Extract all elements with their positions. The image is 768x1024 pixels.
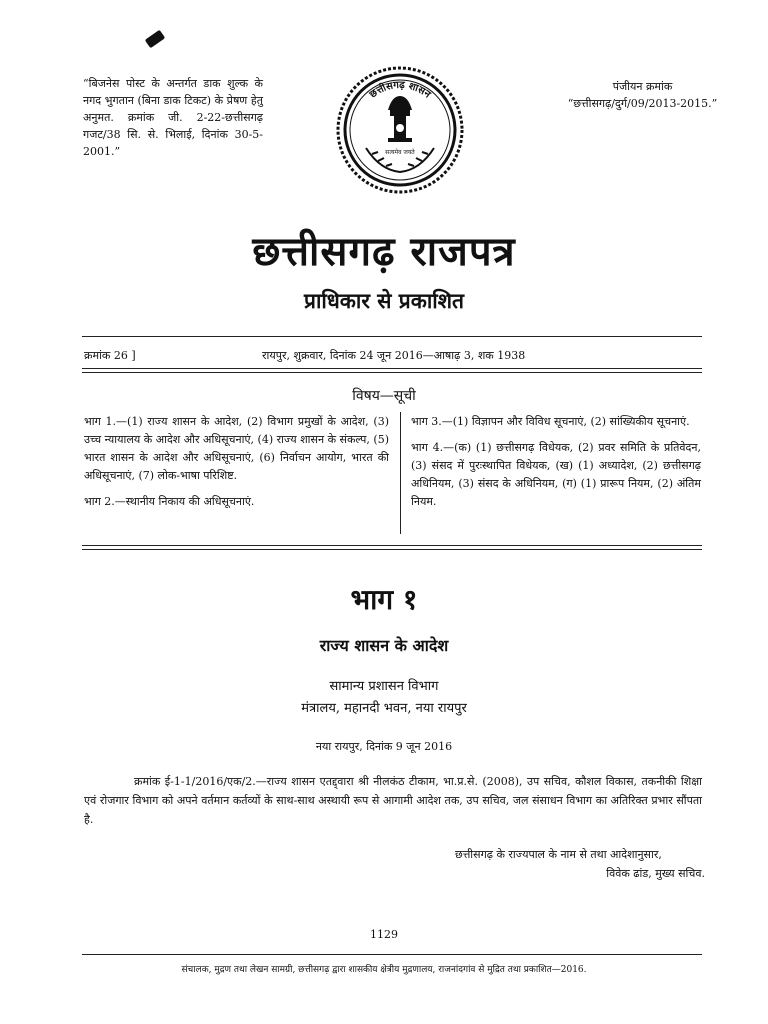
state-emblem-seal (330, 66, 470, 194)
contents-bottom-rule (82, 545, 702, 550)
order-place-date: नया रायपुर, दिनांक 9 जून 2016 (315, 740, 453, 753)
registration-label: पंजीयन क्रमांक (612, 80, 673, 93)
contents-title: विषय—सूची (352, 388, 416, 404)
gazette-subtitle: प्राधिकार से प्रकाशित (304, 288, 464, 313)
seal-motto: सत्यमेव जयते (385, 149, 415, 156)
ministry-address: मंत्रालय, महानदी भवन, नया रायपुर (301, 701, 467, 716)
contents-right-column (411, 413, 701, 519)
ink-mark (145, 30, 165, 49)
order-text: क्रमांक ई-1-1/2016/एक/2.—राज्य शासन एतद्द्वारा श्री नीलकंठ टीकाम, भा.प्र.से. (2008), उप सचिव, कौशल विकास, तकनीकी शिक्षा एवं रोजगार विभाग को अपने वर्तमान कर्तव्यों के साथ-साथ अस्थायी रूप से आगामी आदेश तक, उप सचिव, जल संसाधन विभाग का अतिरिक्त प्रभार सौंपता है. (84, 775, 702, 826)
contents-part-4: भाग 4.—(क) (1) छत्तीसगढ़ विधेयक, (2) प्रवर समिति के प्रतिवेदन, (3) संसद में पुरःस्थापित विधेयक, (ख) (1) अध्यादेश, (2) छत्तीसगढ़ अधिनियम, (3) संसद के अधिनियम, (ग) (1) प्रारूप नियम, (2) अंतिम नियम. (411, 441, 701, 508)
contents-divider (400, 412, 401, 534)
postal-permission-note: “बिजनेस पोस्ट के अन्तर्गत डाक शुल्क के नगद भुगतान (बिना डाक टिकट) के प्रेषण हेतु अनुमत. क्रमांक जी. 2-22-छत्तीसगढ़ गजट/38 सि. से. भिलाई, दिनांक 30-5-2001.” (83, 77, 263, 158)
page-number: 1129 (370, 928, 398, 941)
gazette-title: छत्तीसगढ़ राजपत्र (252, 228, 516, 275)
issue-number: क्रमांक 26 ] (84, 349, 136, 362)
header-bottom-rule (82, 368, 702, 373)
contents-left-column (84, 413, 389, 519)
signatory: विवेक ढांड, मुख्य सचिव. (606, 867, 705, 880)
printer-footer: संचालक, मुद्रण तथा लेखन सामग्री, छत्तीसगढ़ द्वारा शासकीय क्षेत्रीय मुद्रणालय, राजनांदगांव से मुद्रित तथा प्रकाशित—2016. (181, 965, 587, 975)
contents-part-1: भाग 1.—(1) राज्य शासन के आदेश, (2) विभाग प्रमुखों के आदेश, (3) उच्च न्यायालय के आदेश और अधिसूचनाएं, (4) राज्य शासन के संकल्प, (5) भारत शासन के आदेश और अधिसूचनाएं, (6) निर्वाचन आयोग, भारत की अधिसूचनाएं, (7) लोक-भाषा परिशिष्ट. (84, 415, 389, 482)
footer-rule (82, 954, 702, 955)
contents-part-3: भाग 3.—(1) विज्ञापन और विविध सूचनाएं, (2) सांख्यिकीय सूचनाएं. (411, 415, 690, 428)
lion-capital-icon (388, 96, 412, 142)
contents-part-2: भाग 2.—स्थानीय निकाय की अधिसूचनाएं. (84, 495, 255, 508)
section-heading: राज्य शासन के आदेश (319, 636, 449, 655)
issue-date: रायपुर, शुक्रवार, दिनांक 24 जून 2016—आषाढ़ 3, शक 1938 (262, 349, 526, 362)
department-name: सामान्य प्रशासन विभाग (329, 679, 439, 694)
registration-block (555, 78, 730, 112)
by-order-line: छत्तीसगढ़ के राज्यपाल के नाम से तथा आदेशानुसार, (455, 848, 662, 861)
header-top-rule (82, 336, 702, 337)
registration-number: “छत्तीसगढ़/दुर्ग/09/2013-2015.” (567, 97, 718, 110)
part-heading: भाग १ (350, 583, 418, 616)
seal-top-text: छत्तीसगढ़ शासन (367, 79, 433, 101)
